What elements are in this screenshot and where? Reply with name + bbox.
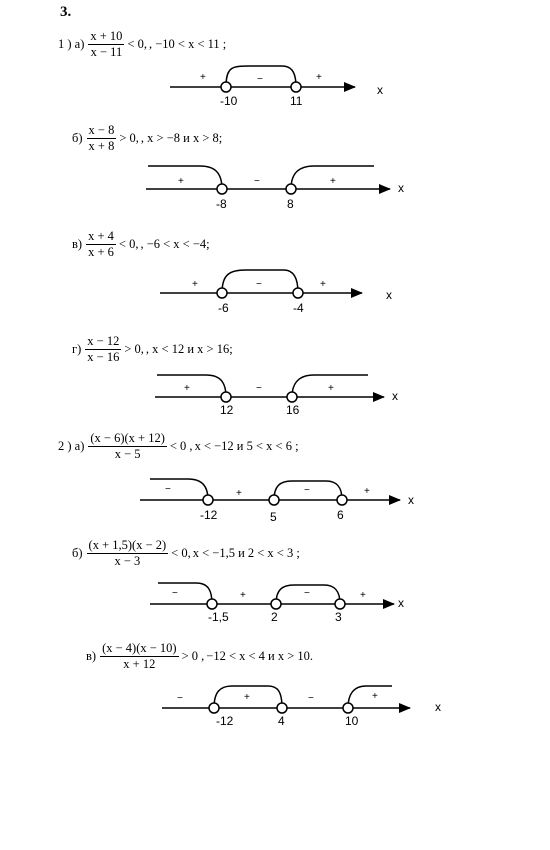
numerator: x − 8 (87, 124, 117, 139)
sign-label: + (320, 279, 326, 290)
sign-label: + (200, 72, 206, 83)
denominator: x + 12 (123, 657, 156, 672)
sign-arc (158, 583, 212, 604)
relation: > 0, (119, 131, 139, 146)
point-label: 8 (287, 197, 294, 211)
relation: > 0 , (181, 649, 205, 664)
denominator: x + 6 (88, 245, 114, 260)
number-line-1b (146, 166, 404, 211)
problem-label: в) (86, 649, 97, 664)
point-label: 6 (337, 508, 344, 522)
sign-label: + (184, 383, 190, 394)
sign-label: + (372, 691, 378, 702)
open-point (217, 184, 227, 194)
sign-label: + (364, 486, 370, 497)
point-label: 5 (270, 510, 277, 524)
sign-label: + (240, 590, 246, 601)
open-point (221, 82, 231, 92)
point-label: -12 (216, 714, 234, 728)
sign-label: − (257, 74, 263, 85)
sign-label: − (172, 588, 178, 599)
point-label: -8 (216, 197, 227, 211)
problem-label: б) (72, 546, 83, 561)
axis-label: x (398, 596, 404, 610)
solution: , x > −8 и x > 8; (140, 131, 223, 146)
point-label: -10 (220, 94, 238, 108)
denominator: x − 16 (87, 350, 120, 365)
sign-label: + (192, 279, 198, 290)
sign-label: − (304, 588, 310, 599)
number-line-1v (160, 270, 392, 315)
numerator: (x + 1,5)(x − 2) (87, 539, 169, 554)
number-line-2a (140, 479, 414, 524)
point-label: -1,5 (208, 610, 229, 624)
point-label: 11 (290, 94, 303, 108)
axis-label: x (435, 700, 441, 714)
sign-label: − (308, 693, 314, 704)
axis-label: x (377, 83, 383, 97)
relation: < 0 , (169, 439, 193, 454)
open-point (217, 288, 227, 298)
point-label: -6 (218, 301, 229, 315)
point-label: 16 (286, 403, 300, 417)
denominator: x − 5 (114, 447, 141, 462)
denominator: x − 11 (90, 45, 123, 60)
open-point (277, 703, 287, 713)
relation: < 0, (171, 546, 191, 561)
sign-label: + (328, 383, 334, 394)
denominator: x + 8 (88, 139, 115, 154)
point-label: -4 (293, 301, 304, 315)
open-point (269, 495, 279, 505)
sign-label: − (304, 485, 310, 496)
point-label: 10 (345, 714, 359, 728)
sign-label: − (256, 279, 262, 290)
open-point (209, 703, 219, 713)
relation: < 0, (118, 237, 139, 252)
solution: , x < 12 и x > 16; (145, 342, 233, 357)
open-point (203, 495, 213, 505)
point-label: 3 (335, 610, 342, 624)
solution: x < −12 и 5 < x < 6 ; (194, 439, 299, 454)
numerator: x + 10 (88, 30, 124, 45)
number-line-2v (162, 686, 441, 728)
open-point (291, 82, 301, 92)
solution: , −10 < x < 11 ; (149, 37, 227, 52)
problem-label: г) (72, 342, 82, 357)
numerator: (x − 4)(x − 10) (100, 642, 179, 657)
problem-label: 1 ) а) (58, 37, 85, 52)
solution: −12 < x < 4 и x > 10. (206, 649, 314, 664)
open-point (343, 703, 353, 713)
sign-label: + (178, 176, 184, 187)
axis-label: x (398, 181, 404, 195)
number-line-1g (155, 375, 398, 417)
sign-arc (348, 686, 392, 708)
sign-label: − (165, 484, 171, 495)
axis-label: x (392, 389, 398, 403)
relation: > 0, (124, 342, 144, 357)
denominator: x − 3 (114, 554, 141, 569)
numerator: x + 4 (86, 230, 116, 245)
open-point (221, 392, 231, 402)
point-label: -12 (200, 508, 218, 522)
sign-arc (150, 479, 208, 500)
number-line-1a (170, 66, 383, 108)
numerator: (x − 6)(x + 12) (88, 432, 167, 447)
problem-label: б) (72, 131, 83, 146)
sign-label: − (177, 693, 183, 704)
open-point (337, 495, 347, 505)
solution: x < −1,5 и 2 < x < 3 ; (192, 546, 300, 561)
open-point (286, 184, 296, 194)
point-label: 4 (278, 714, 285, 728)
sign-label: + (360, 590, 366, 601)
sign-label: + (244, 692, 250, 703)
problem-label: в) (72, 237, 83, 252)
sign-arc (157, 375, 226, 397)
sign-label: + (316, 72, 322, 83)
exercise-number: 3. (60, 4, 72, 20)
open-point (271, 599, 281, 609)
problem-label: 2 ) а) (58, 439, 85, 454)
point-label: 2 (271, 610, 278, 624)
open-point (207, 599, 217, 609)
sign-label: + (236, 488, 242, 499)
numerator: x − 12 (85, 335, 121, 350)
open-point (335, 599, 345, 609)
open-point (287, 392, 297, 402)
sign-label: − (256, 383, 262, 394)
open-point (293, 288, 303, 298)
sign-label: + (330, 176, 336, 187)
relation: < 0, (127, 37, 147, 52)
point-label: 12 (220, 403, 234, 417)
sign-label: − (254, 176, 260, 187)
solution: , −6 < x < −4; (140, 237, 210, 252)
sign-arc (148, 166, 222, 189)
axis-label: x (386, 288, 392, 302)
axis-label: x (408, 493, 414, 507)
number-line-2b (150, 583, 404, 624)
